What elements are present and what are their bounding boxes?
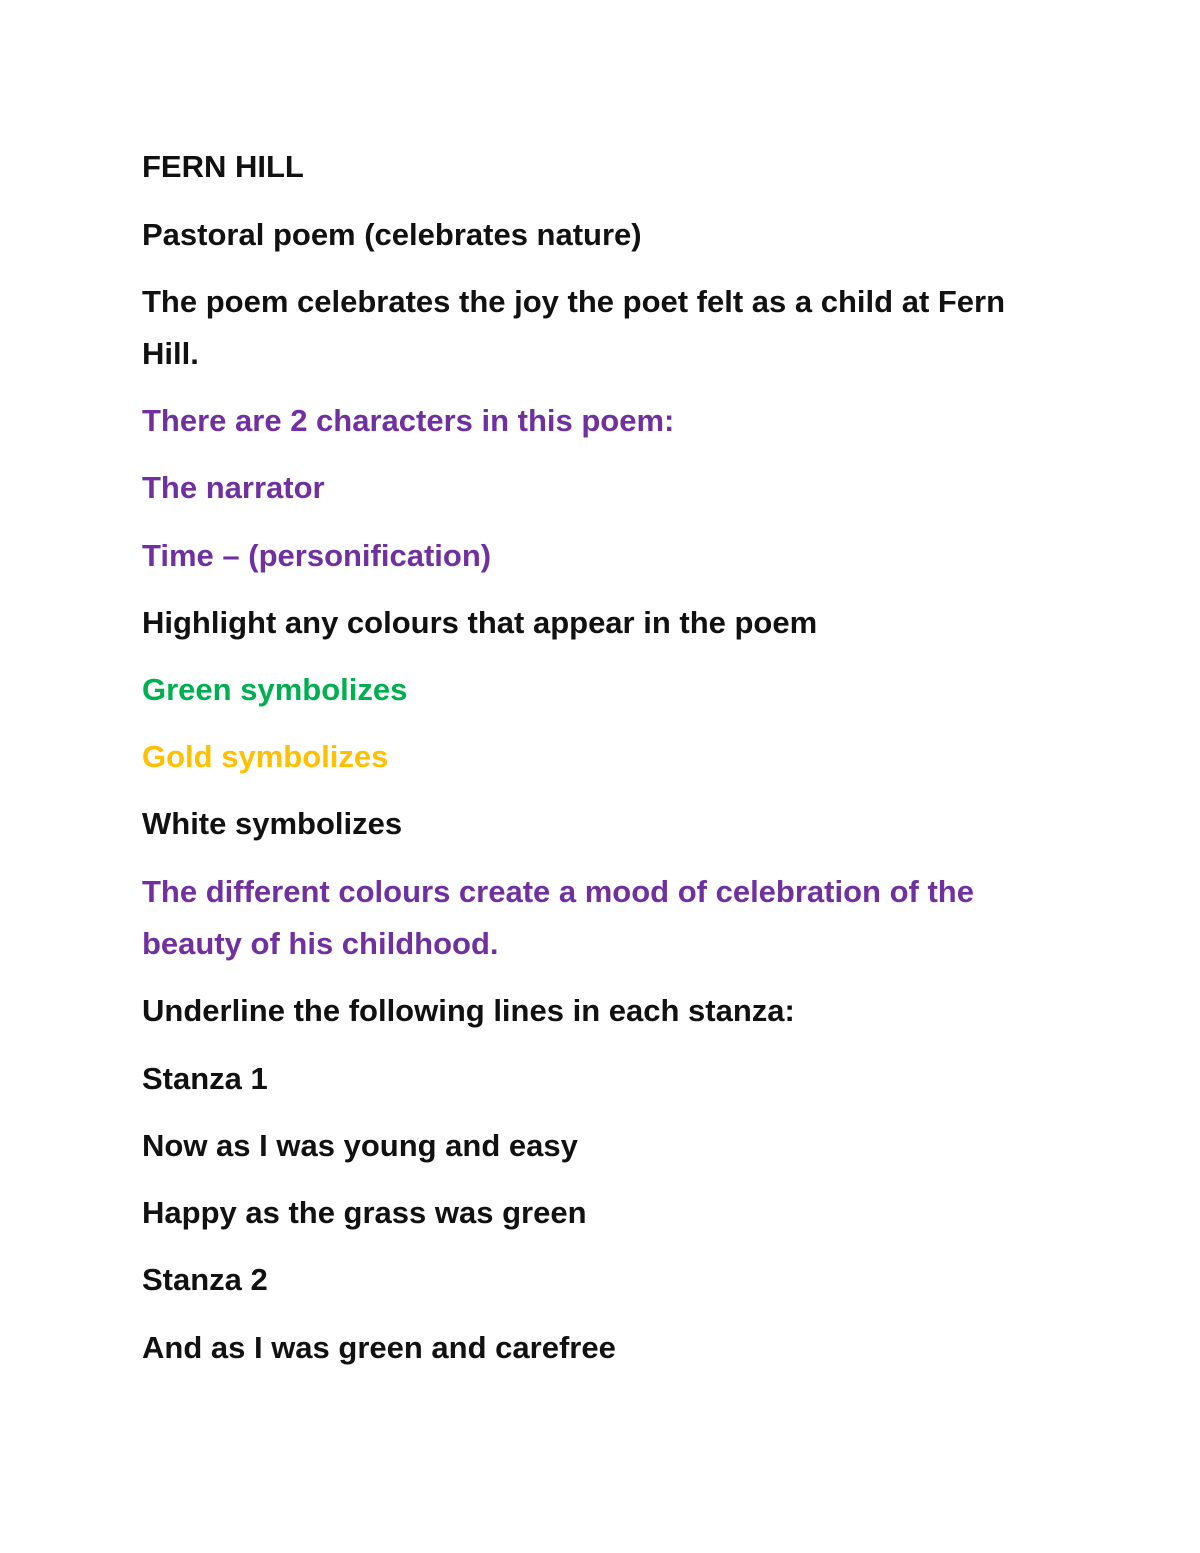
- gold-symbol-line: Gold symbolizes: [142, 739, 389, 774]
- genre-line: Pastoral poem (celebrates nature): [142, 217, 642, 252]
- underline-instruction: Underline the following lines in each stanza:: [142, 993, 795, 1028]
- characters-heading: There are 2 characters in this poem:: [142, 403, 675, 438]
- colours-instruction: Highlight any colours that appear in the poem: [142, 605, 818, 640]
- white-symbol-line: White symbolizes: [142, 806, 403, 841]
- stanza-2-line-1: And as I was green and carefree: [142, 1330, 616, 1365]
- character-time: Time – (personification): [142, 538, 492, 573]
- summary-paragraph: The poem celebrates the joy the poet felt as a child at Fern Hill.: [142, 284, 1006, 371]
- stanza-2-heading: Stanza 2: [142, 1262, 268, 1297]
- stanza-1-line-1: Now as I was young and easy: [142, 1128, 578, 1163]
- mood-note: The different colours create a mood of celebration of the beauty of his childhood.: [142, 874, 974, 961]
- stanza-1-line-2: Happy as the grass was green: [142, 1195, 587, 1230]
- green-symbol-line: Green symbolizes: [142, 672, 408, 707]
- character-narrator: The narrator: [142, 470, 325, 505]
- stanza-1-heading: Stanza 1: [142, 1061, 268, 1096]
- document-title: FERN HILL: [142, 149, 304, 184]
